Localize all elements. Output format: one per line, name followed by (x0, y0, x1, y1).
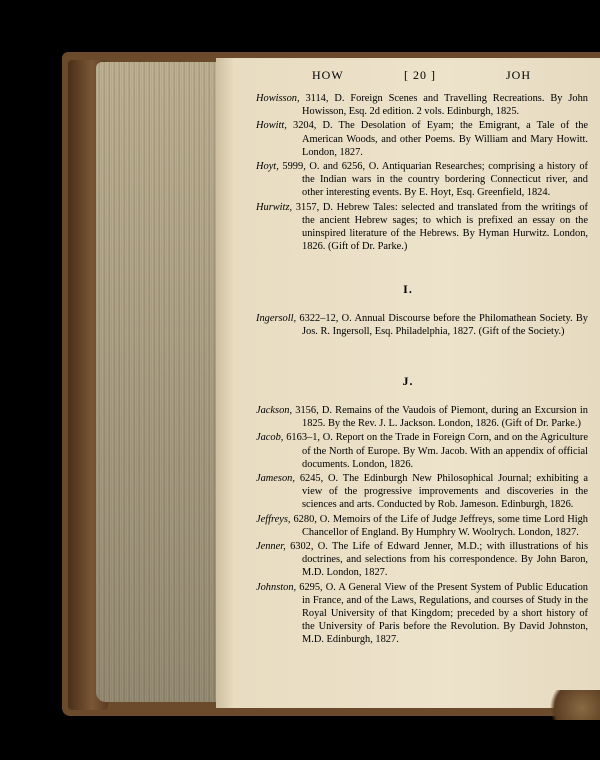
entry-headword: Hurwitz, (256, 201, 293, 213)
catalog-entry (256, 472, 588, 512)
entry-body: 5999, O. and 6256, O. Antiquarian Researches; comprising a history of the Indian wars in the country bordering Connecticut river, and other interesting events. By E. Hoyt, Esq. Greenfield, 1824. (282, 161, 588, 199)
entry-headword: Jacob, (256, 432, 284, 444)
entry-body: 3156, D. Remains of the Vaudois of Piemont, during an Excursion in 1825. By the Rev. J. L. Jackson. London, 1826. (Gift of Dr. Parke.) (295, 405, 588, 430)
entries-j (256, 404, 588, 647)
entry-body: 6302, O. The Life of Edward Jenner, M.D.; with illustrations of his doctrines, and selections from his correspondence. By John Baron, M.D. London, 1827. (290, 541, 588, 579)
entry-headword: Jeffreys, (256, 513, 291, 525)
running-head (216, 68, 600, 86)
entry-body: 3204, D. The Desolation of Eyam; the Emigrant, a Tale of the American Woods, and other Poems. By William and Mary Howitt. London, 1827. (293, 120, 588, 158)
catalog-entry (256, 312, 588, 338)
catalog-entry (256, 201, 588, 254)
entry-headword: Jackson, (256, 405, 293, 416)
entry-headword: Jameson, (256, 473, 295, 485)
page-edges-shadow (96, 62, 218, 702)
entry-body: 6245, O. The Edinburgh New Philosophical Journal; exhibiting a view of the progressive improvements and discoveries in the sciences and arts. Conducted by Rob. Jameson. Edinburgh, 1826. (299, 473, 588, 511)
entry-headword: Ingersoll, (256, 313, 297, 324)
catalog-entry (256, 513, 588, 539)
entry-headword: Hoyt, (256, 161, 279, 173)
entries-i (256, 312, 588, 338)
entry-body: 6295, O. A General View of the Present System of Public Education in France, and of the Laws, Regulations, and courses of Study in the Royal University of that Kingdom; preceded by a short history of the University of Paris before the Revolution. By David Johnston, M.D. Edinburgh, 1827. (299, 581, 588, 646)
catalog-entry (256, 404, 588, 430)
page-number: [ 20 ] (404, 68, 436, 82)
entry-headword: Howisson, (256, 93, 300, 104)
entry-body: 6322–12, O. Annual Discourse before the Philomathean Society. By Jos. R. Ingersoll, Esq. Philadelphia, 1827. (Gift of the Society.) (299, 313, 588, 338)
running-head-left: HOW (312, 68, 344, 82)
catalog-entry (256, 431, 588, 471)
entry-headword: Johnston, (256, 581, 297, 593)
entry-body: 3157, D. Hebrew Tales: selected and translated from the writings of the ancient Hebrew sages; to which is prefixed an essay on the uninspired literature of the Hebrews. By Hyman Hurwitz. London, 1826. (Gift of Dr. Parke.) (295, 201, 588, 253)
catalog-entry (256, 92, 588, 118)
section-heading-i: I. (403, 282, 413, 296)
entries-h (256, 92, 588, 253)
catalog-entry (256, 540, 588, 580)
catalog-entry (256, 119, 588, 159)
entry-body: 3114, D. Foreign Scenes and Travelling Recreations. By John Howisson, Esq. 2d edition. 2 vols. Edinburgh, 1825. (302, 93, 588, 118)
binding-corner (540, 690, 600, 720)
entry-body: 6280, O. Memoirs of the Life of Judge Jeffreys, some time Lord High Chancellor of England. By Humphry W. Woolrych. London, 1827. (293, 513, 588, 538)
catalog-entry (256, 581, 588, 647)
entry-headword: Jenner, (256, 541, 286, 553)
entry-body: 6163–1, O. Report on the Trade in Foreign Corn, and on the Agriculture of the North of Europe. By Wm. Jacob. With an appendix of official documents. London, 1826. (286, 432, 588, 470)
section-heading-j: J. (402, 374, 414, 388)
entry-headword: Howitt, (256, 120, 287, 132)
catalog-entry (256, 160, 588, 200)
running-head-right: JOH (506, 68, 532, 82)
